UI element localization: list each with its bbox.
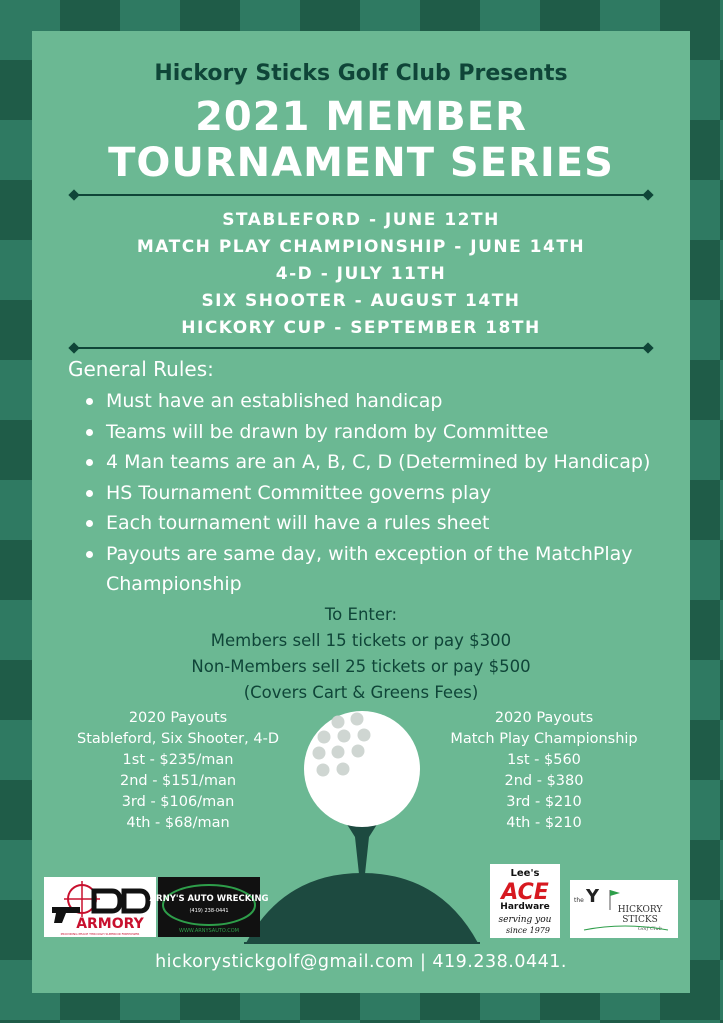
title-line-2: TOURNAMENT SERIES xyxy=(108,140,614,186)
hickory-text: HICKORY xyxy=(617,905,663,915)
rules-heading: General Rules: xyxy=(68,357,214,381)
payout-line: 4th - $210 xyxy=(506,815,582,831)
ground-line xyxy=(244,942,480,944)
event-item: SIX SHOOTER - AUGUST 14TH xyxy=(201,291,521,311)
payouts-right-subtitle: Match Play Championship xyxy=(450,731,638,747)
payout-line: 1st - $560 xyxy=(507,752,581,768)
hardware-text: Hardware xyxy=(500,902,550,912)
rule-item: 4 Man teams are an A, B, C, D (Determined by Handicap) xyxy=(84,447,654,478)
hickory-sticks-logo xyxy=(570,880,678,938)
payouts-left-subtitle: Stableford, Six Shooter, 4-D xyxy=(76,731,279,747)
rule-item: Teams will be drawn by random by Committee xyxy=(84,417,654,448)
since-text: since 1979 xyxy=(506,926,550,935)
payouts-left-title: 2020 Payouts xyxy=(128,710,228,726)
payout-line: 4th - $68/man xyxy=(126,815,230,831)
arnys-phone: (419) 238-0441 xyxy=(189,908,229,914)
payouts-right-title: 2020 Payouts xyxy=(494,710,594,726)
payout-line: 3rd - $210 xyxy=(506,794,582,810)
payout-line: 3rd - $106/man xyxy=(121,794,235,810)
entry-note: (Covers Cart & Greens Fees) xyxy=(243,683,479,702)
ymca-the: the xyxy=(574,897,584,904)
event-item: STABLEFORD - JUNE 12TH xyxy=(222,210,500,230)
entry-members: Members sell 15 tickets or pay $300 xyxy=(210,631,512,650)
entry-non-members: Non-Members sell 25 tickets or pay $500 xyxy=(191,657,531,676)
rule-item: Payouts are same day, with exception of the MatchPlay Championship xyxy=(84,539,654,600)
title-line-1: 2021 MEMBER xyxy=(195,94,527,140)
rule-item: Each tournament will have a rules sheet xyxy=(84,508,654,539)
payout-line: 2nd - $380 xyxy=(504,773,584,789)
ace-text: ACE xyxy=(501,880,549,905)
lees-text: Lee's xyxy=(510,868,540,879)
event-item: HICKORY CUP - SEPTEMBER 18TH xyxy=(181,318,541,338)
green-mound xyxy=(246,873,478,943)
arnys-text: ARNY'S AUTO WRECKING xyxy=(149,894,269,904)
event-item: MATCH PLAY CHAMPIONSHIP - JUNE 14TH xyxy=(136,237,586,257)
golf-ball-illustration xyxy=(32,31,690,993)
arnys-web: WWW.ARNYSAUTO.COM xyxy=(179,928,239,934)
contact-line: hickorystickgolf@gmail.com | 419.238.0441. xyxy=(155,952,567,972)
armory-tagline: PROVIDING PEACE THROUGH SUPERIOR FIREPOWER xyxy=(60,932,140,936)
ace-hardware-logo xyxy=(490,864,560,938)
rule-item: HS Tournament Committee governs play xyxy=(84,478,654,509)
payout-line: 1st - $235/man xyxy=(122,752,234,768)
sticks-text: STICKS xyxy=(622,915,658,925)
armory-text: ARMORY xyxy=(76,916,144,932)
serving-text: serving you xyxy=(498,915,552,925)
armory-logo xyxy=(44,877,156,937)
entry-heading: To Enter: xyxy=(324,605,398,624)
payout-line: 2nd - $151/man xyxy=(119,773,237,789)
golf-club-text: Golf Club xyxy=(638,926,662,932)
arnys-logo xyxy=(149,877,269,937)
flyer-panel xyxy=(32,31,690,993)
rule-item: Must have an established handicap xyxy=(84,386,654,417)
event-item: 4-D - JULY 11TH xyxy=(275,264,447,284)
presenter-line: Hickory Sticks Golf Club Presents xyxy=(154,61,568,86)
ymca-y: Y xyxy=(586,886,600,907)
